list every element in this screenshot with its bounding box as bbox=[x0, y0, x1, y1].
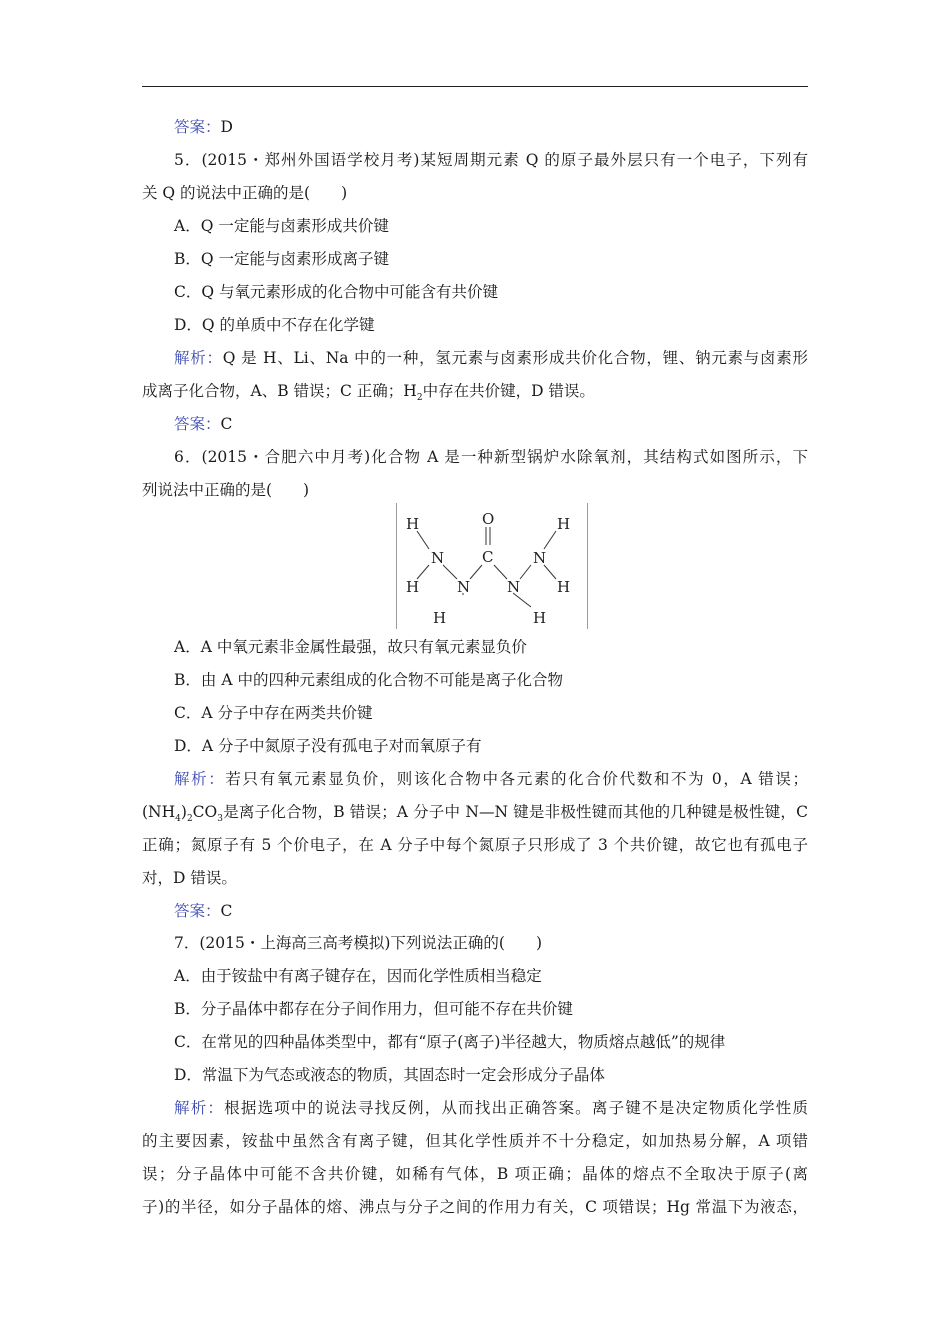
q6-analysis-line4: 对，D 错误。 bbox=[142, 869, 237, 887]
atom-n: N bbox=[457, 578, 471, 596]
bond-n-h bbox=[417, 565, 429, 579]
analysis-label: 解析： bbox=[174, 349, 223, 367]
q6-analysis-line1: 解析：若只有氧元素显负价，则该化合物中各元素的化合价代数和不为 0，A 错误； bbox=[174, 770, 808, 788]
q7-analysis-line1: 解析：根据选项中的说法寻找反例，从而找出正确答案。离子键不是决定物质化学性质 bbox=[174, 1099, 808, 1117]
bond-n-n bbox=[443, 565, 457, 579]
q5-analysis-line1: 解析：Q 是 H、Li、Na 中的一种，氢元素与卤素形成共价化合物，锂、钠元素与卤素形 bbox=[174, 349, 808, 367]
header-rule bbox=[142, 86, 808, 87]
q5-answer: 答案：C bbox=[174, 415, 233, 433]
q6-option-a: A．A 中氧元素非金属性最强，故只有氧元素显负价 bbox=[174, 638, 527, 656]
q7-analysis-line2: 的主要因素，铵盐中虽然含有离子键，但其化学性质并不十分稳定，如加热易分解，A 项错 bbox=[142, 1132, 808, 1150]
atom-h: H bbox=[557, 578, 571, 596]
q7-option-d: D．常温下为气态或液态的物质，其固态时一定会形成分子晶体 bbox=[174, 1066, 605, 1084]
q6-analysis-line2: $(NH_4)_2CO_3$是离子化合物，B 错误；A 分子中 N—N 键是非极性键而其他的几种键是极性键，C bbox=[142, 803, 808, 824]
q6-answer: 答案：C bbox=[174, 902, 233, 920]
q5-option-a: A．Q 一定能与卤素形成共价键 bbox=[174, 217, 389, 235]
q7-option-a: A．由于铵盐中有离子键存在，因而化学性质相当稳定 bbox=[174, 967, 542, 985]
bond-h-n bbox=[417, 531, 429, 549]
q6-stem-line1: 6．(2015・合肥六中月考)化合物 A 是一种新型锅炉水除氧剂，其结构式如图所示，下 bbox=[174, 448, 808, 466]
q7-option-c: C．在常见的四种晶体类型中，都有“原子(离子)半径越大，物质熔点越低”的规律 bbox=[174, 1033, 726, 1051]
q6-stem-line2: 列说法中正确的是( ) bbox=[142, 481, 310, 499]
q7-stem-line1: 7．(2015・上海高三高考模拟)下列说法正确的( ) bbox=[174, 934, 542, 952]
bond-n-c bbox=[470, 565, 482, 579]
answer-label: 答案： bbox=[174, 118, 221, 136]
structure-figure bbox=[396, 503, 588, 629]
q5-option-d: D．Q 的单质中不存在化学键 bbox=[174, 316, 375, 334]
q5-option-b: B．Q 一定能与卤素形成离子键 bbox=[174, 250, 390, 268]
q4-answer: 答案：D bbox=[174, 118, 233, 136]
atom-n: N bbox=[507, 578, 521, 596]
atom-h: H bbox=[406, 515, 420, 533]
q6-analysis-line3: 正确；氮原子有 5 个价电子，在 A 分子中每个氮原子只形成了 3 个共价键，故它也有孤电子 bbox=[142, 836, 808, 854]
bond-n-h-right2 bbox=[544, 565, 556, 579]
bond-n-h-right bbox=[544, 531, 556, 549]
answer-label: 答案： bbox=[174, 415, 221, 433]
structural-formula bbox=[397, 503, 587, 629]
q5-option-c: C．Q 与氧元素形成的化合物中可能含有共价键 bbox=[174, 283, 498, 301]
q7-analysis-line4: 子)的半径，如分子晶体的熔、沸点与分子之间的作用力有关，C 项错误；Hg 常温下为液态， bbox=[142, 1198, 808, 1216]
answer-label: 答案： bbox=[174, 902, 221, 920]
atom-c: C bbox=[482, 548, 494, 566]
q7-option-b: B．分子晶体中都存在分子间作用力，但可能不存在共价键 bbox=[174, 1000, 573, 1018]
atom-h: H bbox=[433, 609, 447, 627]
q6-option-d: D．A 分子中氮原子没有孤电子对而氧原子有 bbox=[174, 737, 482, 755]
atom-h: H bbox=[533, 609, 547, 627]
atom-n: N bbox=[431, 549, 445, 567]
atom-o: O bbox=[482, 510, 495, 528]
q5-stem-line1: 5．(2015・郑州外国语学校月考)某短周期元素 Q 的原子最外层只有一个电子，下列有 bbox=[174, 151, 808, 169]
q6-option-b: B．由 A 中的四种元素组成的化合物不可能是离子化合物 bbox=[174, 671, 563, 689]
analysis-label: 解析： bbox=[174, 1099, 225, 1117]
q5-analysis-line2: 成离子化合物，A、B 错误；C 正确；$H_2$中存在共价键，D 错误。 bbox=[142, 382, 595, 403]
bond-n-n-right bbox=[520, 565, 531, 579]
analysis-label: 解析： bbox=[174, 770, 226, 788]
atom-h: H bbox=[406, 578, 420, 596]
atom-n: N bbox=[533, 549, 547, 567]
q5-stem-line2: 关 Q 的说法中正确的是( ) bbox=[142, 184, 348, 202]
bond-c-n bbox=[494, 565, 507, 579]
q7-analysis-line3: 误；分子晶体中可能不含共价键，如稀有气体，B 项正确；晶体的熔点不全取决于原子(离 bbox=[142, 1165, 808, 1183]
q6-option-c: C．A 分子中存在两类共价键 bbox=[174, 704, 373, 722]
atom-h: H bbox=[557, 515, 571, 533]
